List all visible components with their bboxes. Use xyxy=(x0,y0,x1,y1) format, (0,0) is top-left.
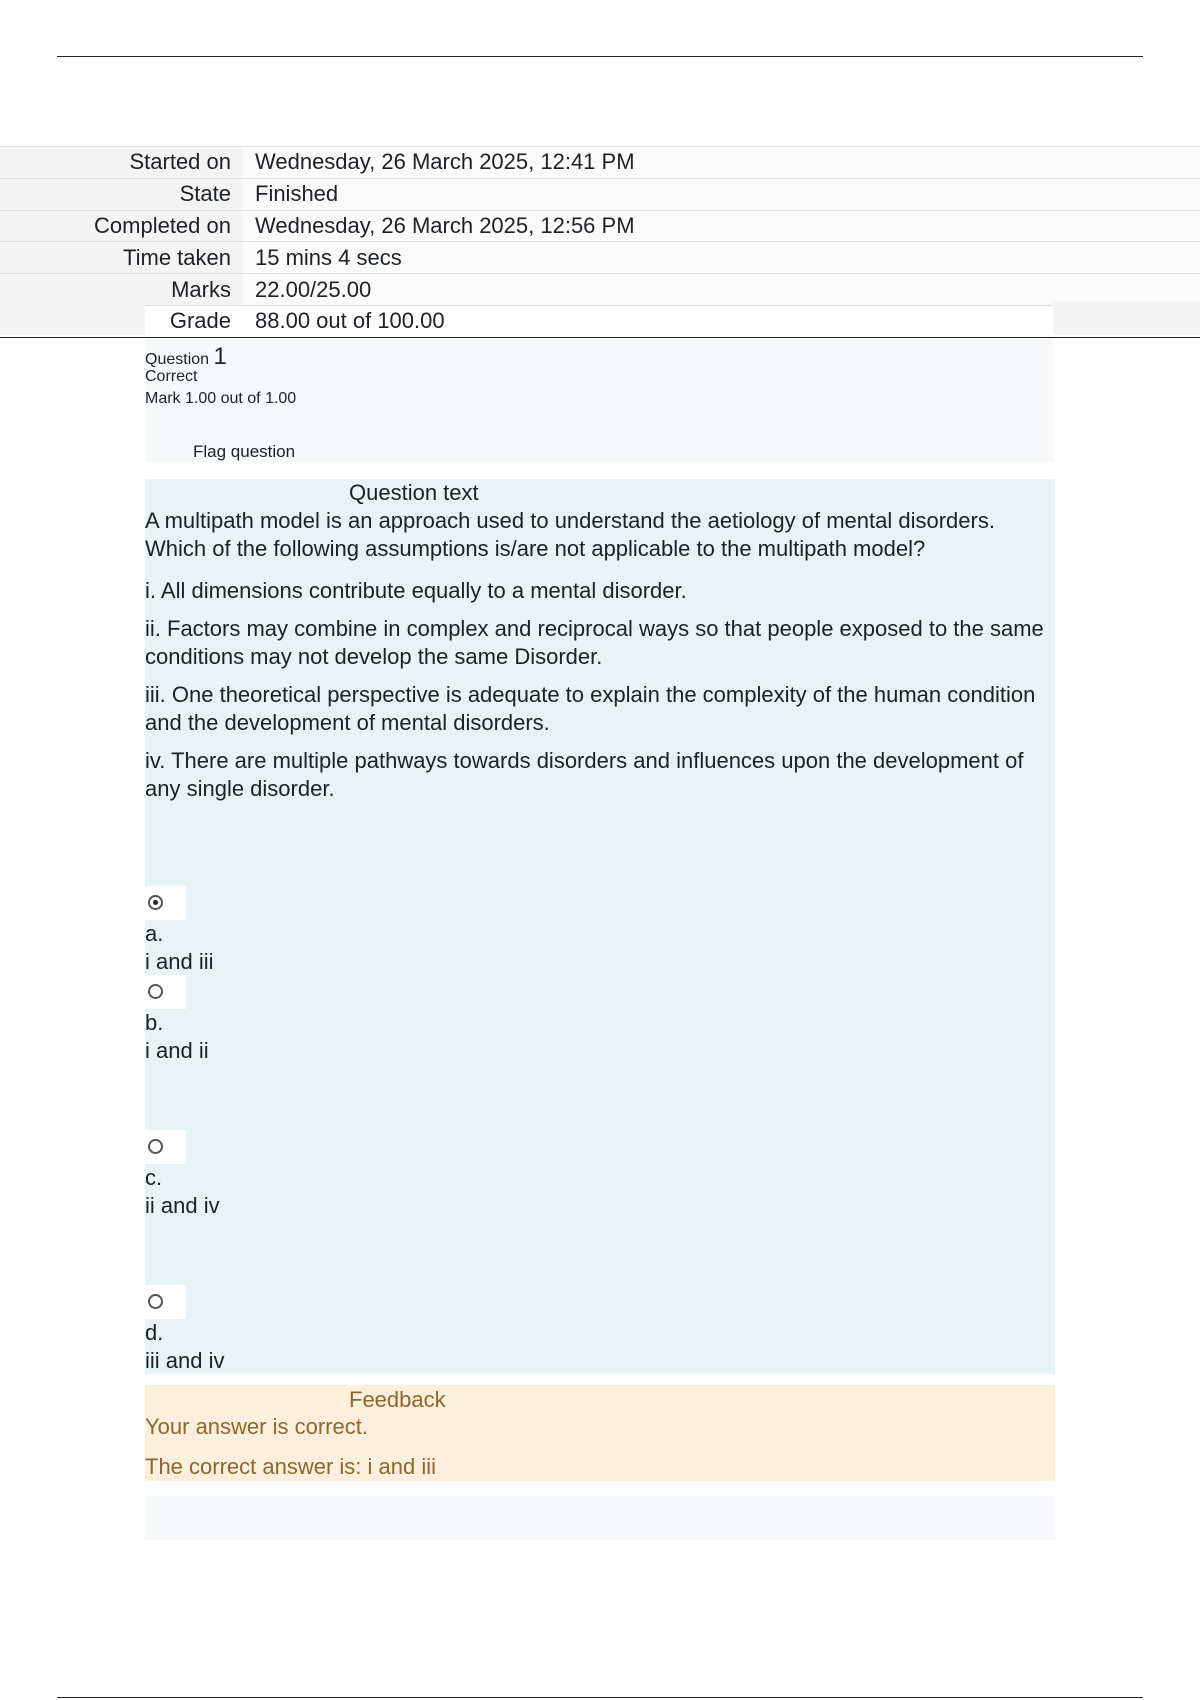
option-text: ii and iv xyxy=(145,1193,220,1218)
option-letter: c. xyxy=(145,1165,163,1190)
radio-button-b[interactable] xyxy=(148,984,163,999)
question-text xyxy=(145,507,1055,815)
summary-value: 15 mins 4 secs xyxy=(243,242,1200,274)
summary-label: Marks xyxy=(0,274,243,306)
summary-value: 88.00 out of 100.00 xyxy=(243,305,1200,337)
summary-label: Grade xyxy=(0,305,243,337)
answer-option-a[interactable] xyxy=(145,886,445,976)
feedback-result: Your answer is correct. xyxy=(145,1414,368,1439)
summary-row-started xyxy=(0,147,1200,179)
summary-row-state xyxy=(0,178,1200,210)
question-state: Correct xyxy=(145,368,198,385)
question-number-value: 1 xyxy=(213,343,227,370)
summary-row-completed xyxy=(0,210,1200,242)
option-text: iii and iv xyxy=(145,1348,225,1373)
summary-value: Wednesday, 26 March 2025, 12:41 PM xyxy=(243,147,1200,179)
summary-row-marks xyxy=(0,274,1200,306)
question-paragraph: i. All dimensions contribute equally to a mental disorder. xyxy=(145,578,687,603)
option-letter: d. xyxy=(145,1320,164,1345)
answer-option-c[interactable] xyxy=(145,1130,445,1220)
summary-value: Wednesday, 26 March 2025, 12:56 PM xyxy=(243,210,1200,242)
option-letter: b. xyxy=(145,1010,164,1035)
radio-wrapper xyxy=(145,1130,186,1164)
bottom-rule xyxy=(57,1697,1143,1698)
question-paragraph: iii. One theoretical perspective is adequate to explain the complexity of the human condition and the development of mental disorders. xyxy=(145,682,1036,735)
summary-label: Time taken xyxy=(0,242,243,274)
feedback-correct-answer: The correct answer is: i and iii xyxy=(145,1454,436,1479)
question-label: Question xyxy=(145,351,210,368)
feedback-panel xyxy=(145,1385,1055,1481)
answer-option-d[interactable] xyxy=(145,1285,445,1375)
radio-wrapper xyxy=(145,975,186,1009)
summary-label: State xyxy=(0,178,243,210)
question-grade: Mark 1.00 out of 1.00 xyxy=(145,390,297,407)
feedback-heading: Feedback xyxy=(349,1387,446,1412)
summary-label: Completed on xyxy=(0,210,243,242)
question-info xyxy=(145,338,1053,462)
question-number xyxy=(145,343,227,371)
radio-button-d[interactable] xyxy=(148,1294,163,1309)
radio-button-a[interactable] xyxy=(148,895,163,910)
summary-background-right xyxy=(1053,301,1200,335)
flag-question-link[interactable]: Flag question xyxy=(193,442,296,461)
radio-wrapper xyxy=(145,1285,186,1319)
summary-value: Finished xyxy=(243,178,1200,210)
question-text-heading: Question text xyxy=(349,480,479,505)
option-text: i and ii xyxy=(145,1038,209,1063)
radio-wrapper xyxy=(145,886,186,920)
summary-value: 22.00/25.00 xyxy=(243,274,1200,306)
top-rule xyxy=(57,56,1143,57)
option-text: i and iii xyxy=(145,949,214,974)
summary-row-time-taken xyxy=(0,242,1200,274)
summary-row-grade xyxy=(0,305,1200,337)
summary-background-left xyxy=(0,301,145,335)
question-paragraph: A multipath model is an approach used to understand the aetiology of mental disorders. Which of the following assumptions is/are not applicable to the multipath model? xyxy=(145,508,995,561)
question-paragraph: ii. Factors may combine in complex and reciprocal ways so that people exposed to the same conditions may not develop the same Disorder. xyxy=(145,616,1044,669)
answer-option-b[interactable] xyxy=(145,975,445,1065)
option-letter: a. xyxy=(145,921,164,946)
attempt-summary-table xyxy=(0,146,1200,338)
radio-button-c[interactable] xyxy=(148,1139,163,1154)
question-paragraph: iv. There are multiple pathways towards disorders and influences upon the development of any single disorder. xyxy=(145,748,1024,801)
summary-label: Started on xyxy=(0,147,243,179)
question-footer-area xyxy=(145,1496,1055,1540)
